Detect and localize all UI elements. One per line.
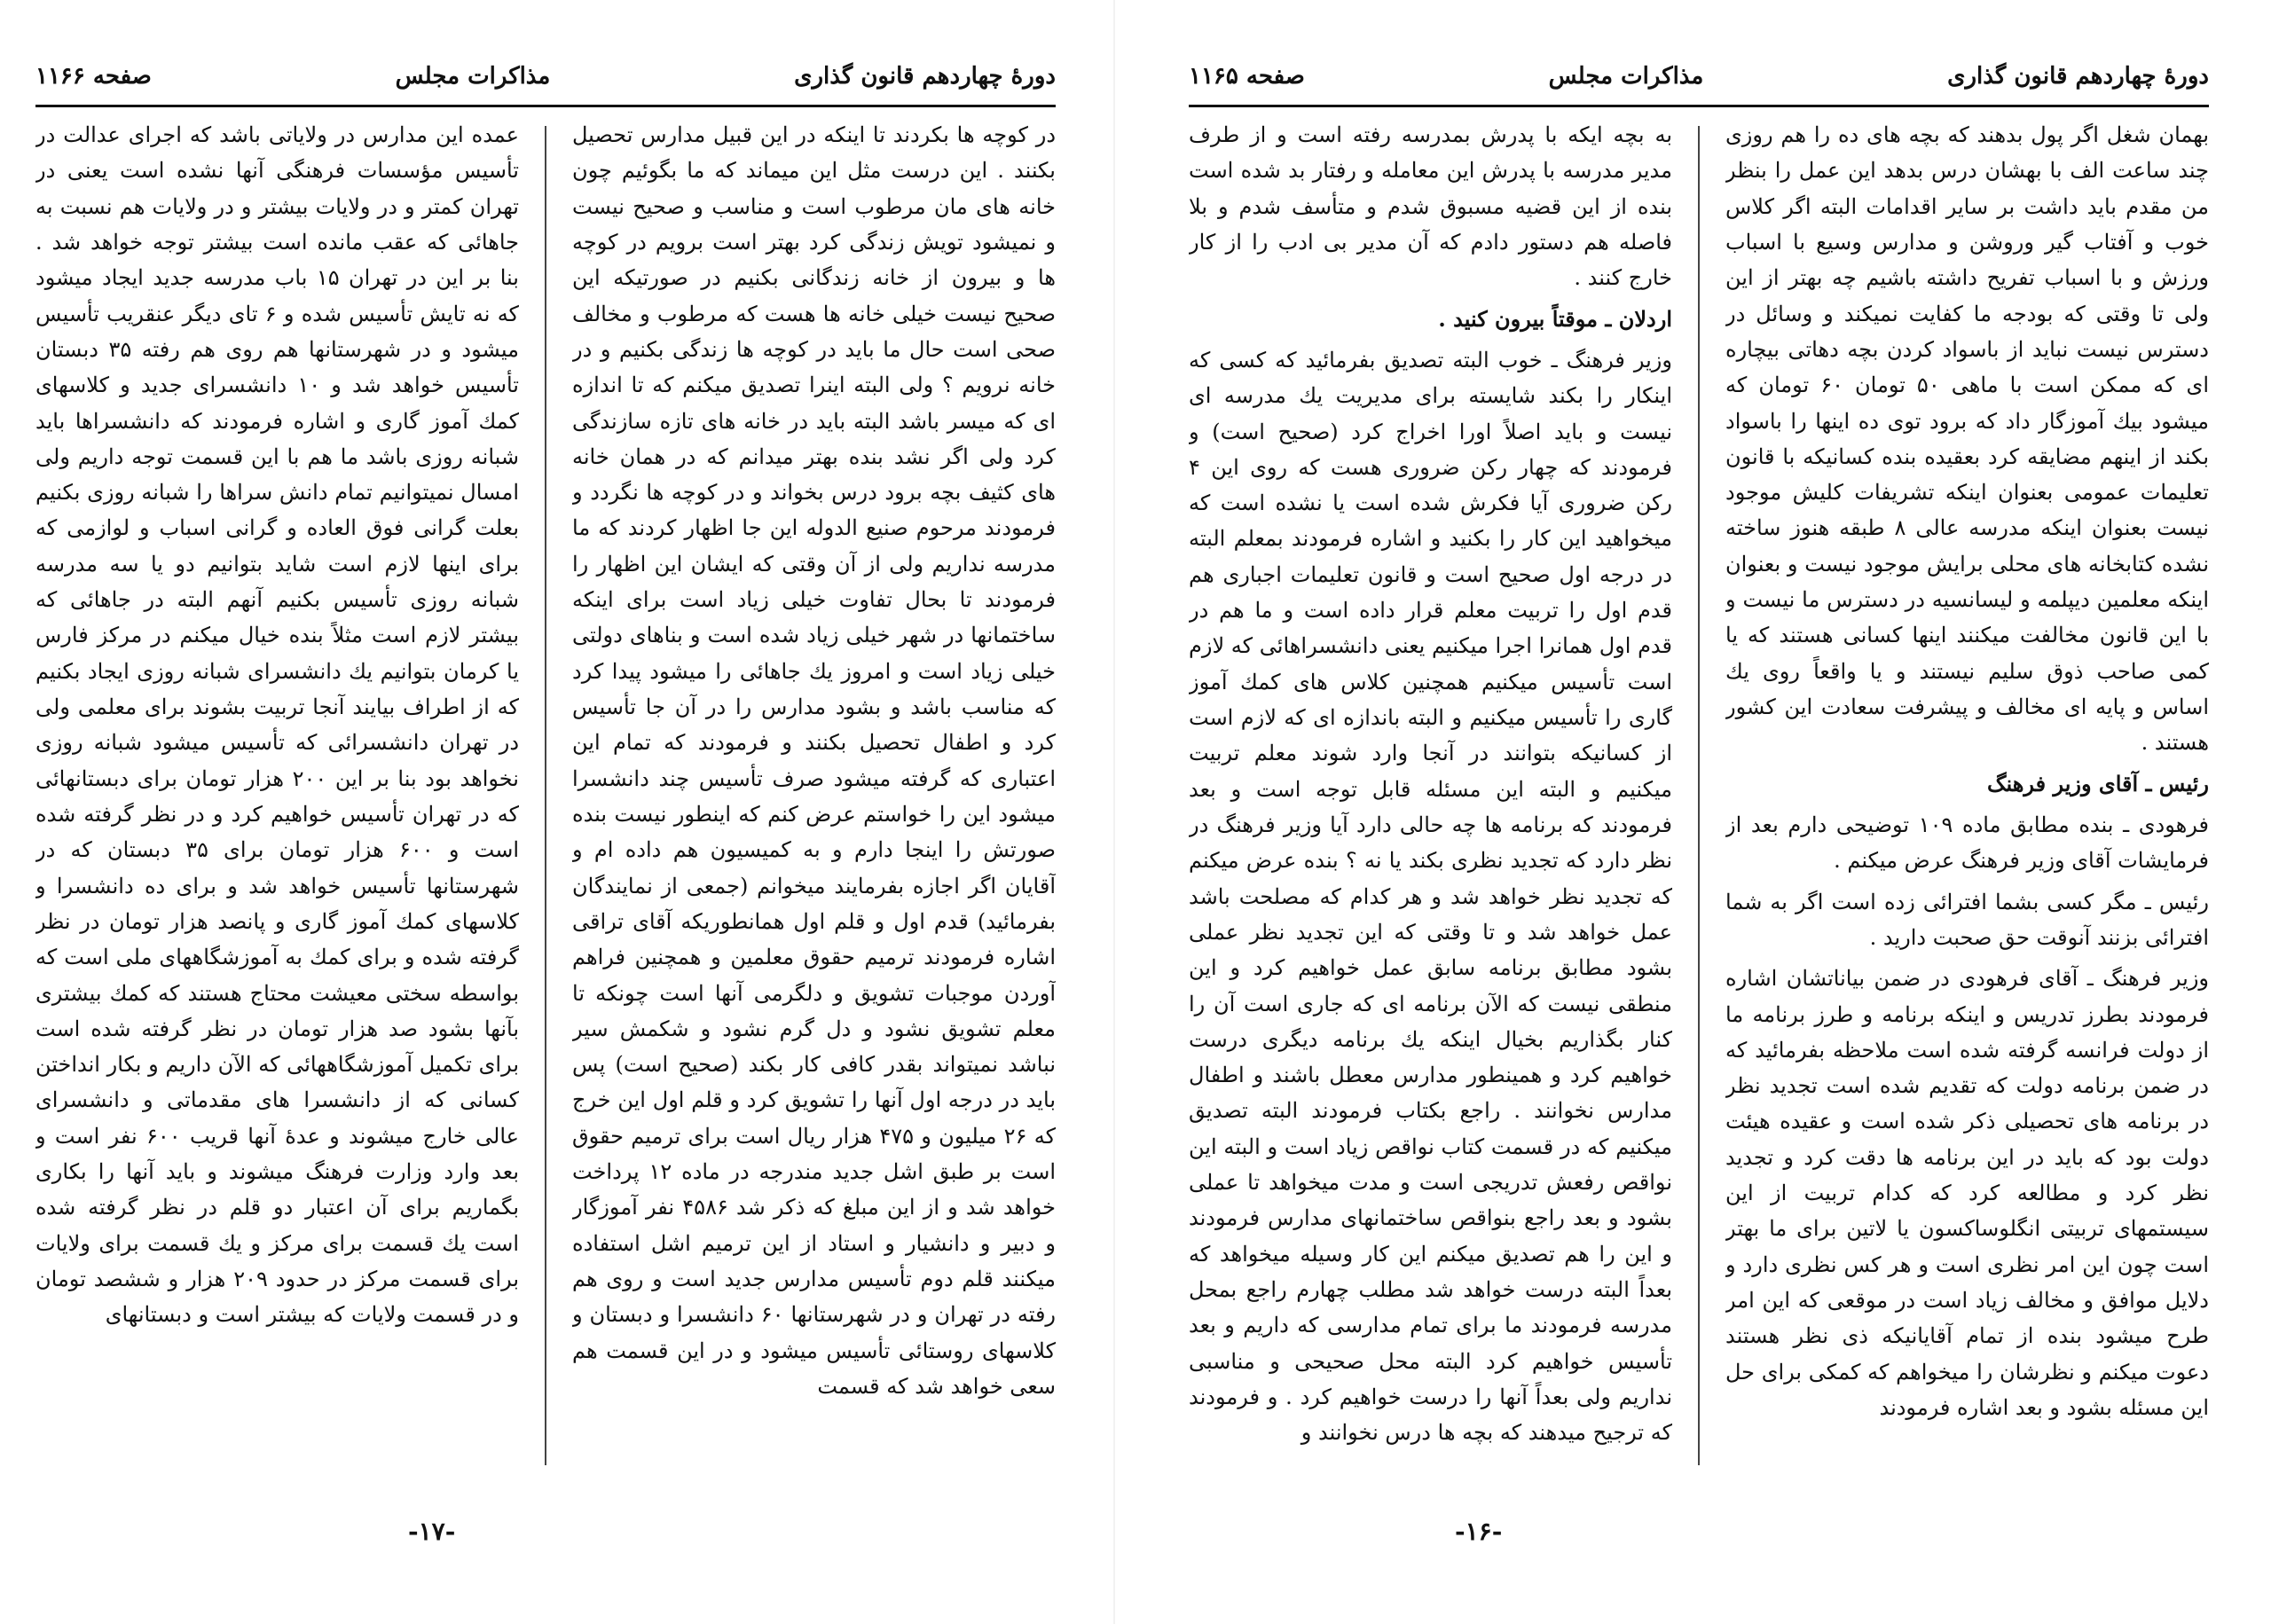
header-section: مذاکرات مجلس: [395, 63, 551, 90]
speaker-line: اردلان ـ موقتاً بیرون کنید .: [1438, 305, 1672, 332]
speaker-line: رئیس ـ مگر کسی بشما افترائی زده است اگر به شما افترائی بزنند آنوقت حق صحبت دارید .: [1725, 889, 2209, 950]
header-session: دورهٔ چهاردهم قانون گذاری: [794, 63, 1056, 90]
paragraph: در کوچه ها بکردند تا اینکه در این قبیل مدارس تحصیل بکنند . این درست مثل این میماند که ما بگوئیم چون خانه های مان مرطوب است و مناسب و صحیح نیست و نمیشود تویش زندگی کرد بهتر است برویم در کوچه ها و بیرون از خانه زندگانی بکنیم در صورتیکه این صحیح نیست خیلی خانه ها هست که مرطوب و مخالف صحی است حال ما باید در کوچه ها زندگی بکنیم و در خانه نرویم ؟ ولی البته اینرا تصدیق میکنم که تا اندازه ای که میسر باشد البته باید در خانه های تازه سازندگی کرد ولی اگر نشد بنده بهتر میدانم که در همان خانه های کثیف بچه برود درس بخواند و در کوچه ها نگردد و فرمودند مرحوم صنیع الدوله این جا اظهار کردند که ما مدرسه نداریم ولی از آن وقتی که ایشان این اظهار را فرمودند تا بحال تفاوت خیلی زیاد است برای اینکه ساختمانها در شهر خیلی زیاد شده است و بناهای دولتی خیلی زیاد است و امروز یك جاهائی را میشود پیدا کرد که مناسب باشد و بشود مدارس را در آن جا تأسیس کرد و اطفال تحصیل بکنند و فرمودند که تمام این اعتباری که گرفته میشود صرف تأسیس چند دانشسرا میشود این را خواستم عرض کنم که اینطور نیست بنده صورتش را اینجا دارم و به کمیسیون هم داده ام و آقایان اگر اجازه بفرمایند میخوانم (جمعی از نمایندگان بفرمائید) قدم اول و قلم اول همانطوریکه آقای تراقی اشاره فرمودند ترمیم حقوق معلمین و همچنین فراهم آوردن موجبات تشویق و دلگرمی آنها است چونکه تا معلم تشویق نشود و دل گرم نشود و شکمش سیر نباشد نمیتواند بقدر کافی کار بکند (صحیح است) پس باید در درجه اول آنها را تشویق کرد و قلم اول این خرج که ۲۶ میلیون و ۴۷۵ هزار ریال است برای ترمیم حقوق است بر طبق اشل جدید مندرجه در ماده ۱۲ پرداخت خواهد شد و از این مبلغ که ذکر شد ۴۵۸۶ نفر آموزگار و دبیر و دانشیار و استاد از این ترمیم اشل استفاده میکنند قلم دوم تأسیس مدارس جدید است و روی هم رفته در تهران و در شهرستانها ۶۰ دانشسرا و دبستان و کلاسهای روستائی تأسیس میشود و در این قسمت هم سعی خواهد شد که قسمت: [572, 122, 1056, 1399]
header-rule: [35, 105, 1056, 107]
page-gutter: [1113, 0, 1115, 1624]
paragraph: به بچه ایکه با پدرش بمدرسه رفته است و از طرف مدیر مدرسه با پدرش این معامله و رفتار بد شده است بنده از این قضیه مسبوق شدم و متأسف شدم و بلا فاصله هم دستور دادم که آن مدیر بی ادب را از کار خارج کنند .: [1189, 122, 1672, 291]
header-page-label: صفحه ۱۱۶۶: [35, 63, 152, 90]
column-left: [1189, 117, 1672, 1474]
text-columns: [35, 117, 1056, 1474]
text-columns: [1189, 117, 2209, 1474]
header-rule: [1189, 105, 2209, 107]
page-number: -۱۷-: [408, 1517, 456, 1546]
page-header: [1189, 53, 2209, 99]
paragraph: عمده این مدارس در ولایاتی باشد که اجرای عدالت در تأسیس مؤسسات فرهنگی آنها نشده است یعنی در تهران کمتر و در ولایات بیشتر و در ولایات هم نسبت به جاهائی که عقب مانده است بیشتر توجه خواهد شد . بنا بر این در تهران ۱۵ باب مدرسه جدید ایجاد میشود که نه تایش تأسیس شده و ۶ تای دیگر عنقریب تأسیس میشود و در شهرستانها هم روی هم رفته ۳۵ دبستان تأسیس خواهد شد و ۱۰ دانشسرای جدید و کلاسهای کمك آموز گاری و اشاره فرمودند که دانشسراها باید شبانه روزی باشد ما هم با این قسمت توجه داریم ولی امسال نمیتوانیم تمام دانش سراها را شبانه روزی بکنیم بعلت گرانی فوق العاده و گرانی اسباب و لوازمی که برای اینها لازم است شاید بتوانیم دو یا سه مدرسه شبانه روزی تأسیس بکنیم آنهم البته در جاهائی که بیشتر لازم است مثلاً بنده خیال میکنم در مرکز فارس یا کرمان بتوانیم یك دانشسرای شبانه روزی ایجاد بکنیم که از اطراف بیایند آنجا تربیت بشوند برای معلمی ولی در تهران دانشسرائی که تأسیس میشود شبانه روزی نخواهد بود بنا بر این ۲۰۰ هزار تومان برای دبستانهائی که در تهران تأسیس خواهیم کرد و در نظر گرفته شده است و ۶۰۰ هزار تومان برای ۳۵ دبستان که در شهرستانها تأسیس خواهد شد و برای ده دانشسرا و کلاسهای کمك آموز گاری و پانصد هزار تومان در نظر گرفته شده و برای کمك به آموزشگاههای ملی است که بواسطه سختی معیشت محتاج هستند که کمك بیشتری بآنها بشود صد هزار تومان در نظر گرفته شده است برای تکمیل آموزشگاههائی که الآن داریم و بکار انداختن کسانی که از دانشسرا های مقدماتی و دانشسرای عالی خارج میشوند و عدهٔ آنها قریب ۶۰۰ نفر است و بعد وارد وزارت فرهنگ میشوند و باید آنها را بکاری بگماریم برای آن اعتبار دو قلم در نظر گرفته شده است یك قسمت برای مرکز و یك قسمت برای ولایات برای قسمت مرکز در حدود ۲۰۹ هزار و ششصد تومان و در قسمت ولایات که بیشتر است و دبستانهای: [35, 122, 519, 1328]
paragraph: بهمان شغل اگر پول بدهند که بچه های ده را هم روزی چند ساعت الف با بهشان درس بدهد این عمل را بنظر من مقدم باید داشت بر سایر اقدامات البته اگر کلاس خوب و آفتاب گیر وروشن و مدارس وسیع با اسباب ورزش و با اسباب تفریح داشته باشیم چه بهتر از این ولی تا وقتی که بودجه ما کفایت نمیکند و وسائل در دسترس نیست نباید از باسواد کردن بچه دهاتی بیچاره ای که ممکن است با ماهی ۵۰ تومان ۶۰ تومان که میشود بیك آموزگار داد که برود توی ده اینها را باسواد بکند از اینهم مضایقه کرد بعقیده بنده کسانیکه با قانون تعلیمات عمومی بعنوان اینکه تشریفات کلیش موجود نیست بعنوان اینکه مدرسه عالی ۸ طبقه هنوز ساخته نشده کتابخانه های محلی برایش موجود نیست و بعنوان اینکه معلمین دیپلمه و لیسانسیه در دسترس ما نیست و با این قانون مخالفت میکنند اینها کسانی هستند که یا کمی صاحب ذوق سلیم نیستند و یا واقعاً روی یك اساس و پایه ای مخالف و پیشرفت سعادت این کشور هستند .: [1725, 122, 2209, 756]
column-right: [572, 117, 1056, 1474]
page-number: -۱۶-: [1455, 1517, 1503, 1546]
column-divider: [1698, 126, 1700, 1465]
page-1165: [1189, 53, 2209, 1579]
page-header: [35, 53, 1056, 99]
header-session: دورهٔ چهاردهم قانون گذاری: [1947, 63, 2209, 90]
header-page-label: صفحه ۱۱۶۵: [1189, 63, 1305, 90]
page-1166: [35, 53, 1056, 1579]
column-left: [35, 117, 519, 1474]
paragraph: وزیر فرهنگ ـ آقای فرهودی در ضمن بیاناتشان اشاره فرمودند بطرز تدریس و اینکه برنامه و طرز برنامه ما از دولت فرانسه گرفته شده است ملاحظه بفرمائید که در ضمن برنامه دولت که تقدیم شده است تجدید نظر در برنامه های تحصیلی ذکر شده است و عقیده هیئت دولت بود که باید در این برنامه ها دقت کرد و تجدید نظر کرد و مطالعه کرد که کدام تربیت از این سیستمهای تربیتی انگلوساکسون یا لاتین برای ما بهتر است چون این امر نظری است و هر کس نظری دارد و دلایل موافق و مخالف زیاد است در موقعی که این امر طرح میشود بنده از تمام آقایانیکه ذی نظر هستند دعوت میکنم و نظرشان را میخواهم که کمکی برای حل این مسئله بشود و بعد اشاره فرمودند: [1725, 966, 2209, 1420]
speaker-line: فرهودی ـ بنده مطابق ماده ۱۰۹ توضیحی دارم بعد از فرمایشات آقای وزیر فرهنگ عرض میکنم .: [1725, 812, 2209, 874]
paragraph: وزیر فرهنگ ـ خوب البته تصدیق بفرمائید که کسی که اینکار را بکند شایسته برای مدیریت یك مدرسه ای نیست و باید اصلاً اورا اخراج کرد (صحیح است) و فرمودند که چهار رکن ضروری هست که روی این ۴ رکن ضروری آیا فکرش شده است یا نشده است که میخواهید این کار را بکنید و اشاره فرمودند بمعلم البته در درجه اول صحیح است و قانون تعلیمات اجباری هم قدم اول را تربیت معلم قرار داده است و ما هم در قدم اول همانرا اجرا میکنیم یعنی دانشسراهائی که لازم است تأسیس میکنیم همچنین کلاس های کمك آموز گاری را تأسیس میکنیم و البته باندازه ای که لازم است از کسانیکه بتوانند در آنجا وارد شوند معلم تربیت میکنیم و البته این مسئله قابل توجه است و بعد فرمودند که برنامه ها چه حالی دارد آیا وزیر فرهنگ در نظر دارد که تجدید نظری بکند یا نه ؟ بنده عرض میکنم که تجدید نظر خواهد شد و هر کدام که مصلحت باشد عمل خواهد شد و تا وقتی که این تجدید نظر عملی بشود مطابق برنامه سابق عمل خواهیم کرد و این منطقی نیست که الآن برنامه ای که جاری است آن را کنار بگذاریم بخیال اینکه یك برنامه دیگری درست خواهیم کرد و همینطور مدارس معطل باشند و اطفال مدارس نخوانند . راجع بکتاب فرمودند البته تصدیق میکنیم که در قسمت کتاب نواقص زیاد است و البته این نواقص رفعش تدریجی است و مدت میخواهد تا عملی بشود و بعد راجع بنواقص ساختمانهای مدارس فرمودند و این را هم تصدیق میکنم این کار وسیله میخواهد که بعداً البته درست خواهد شد مطلب چهارم راجع بمحل مدرسه فرمودند ما برای تمام مدارسی که داریم و بعد تأسیس خواهیم کرد البته محل صحیحی و مناسبی نداریم ولی بعداً آنها را درست خواهیم کرد . و فرمودند که ترجیح میدهند که بچه ها درس نخوانند و: [1189, 347, 1672, 1446]
speaker-line: رئیس ـ آقای وزیر فرهنگ: [1987, 770, 2209, 796]
header-section: مذاکرات مجلس: [1548, 63, 1704, 90]
column-right: [1725, 117, 2209, 1474]
column-divider: [545, 126, 546, 1465]
